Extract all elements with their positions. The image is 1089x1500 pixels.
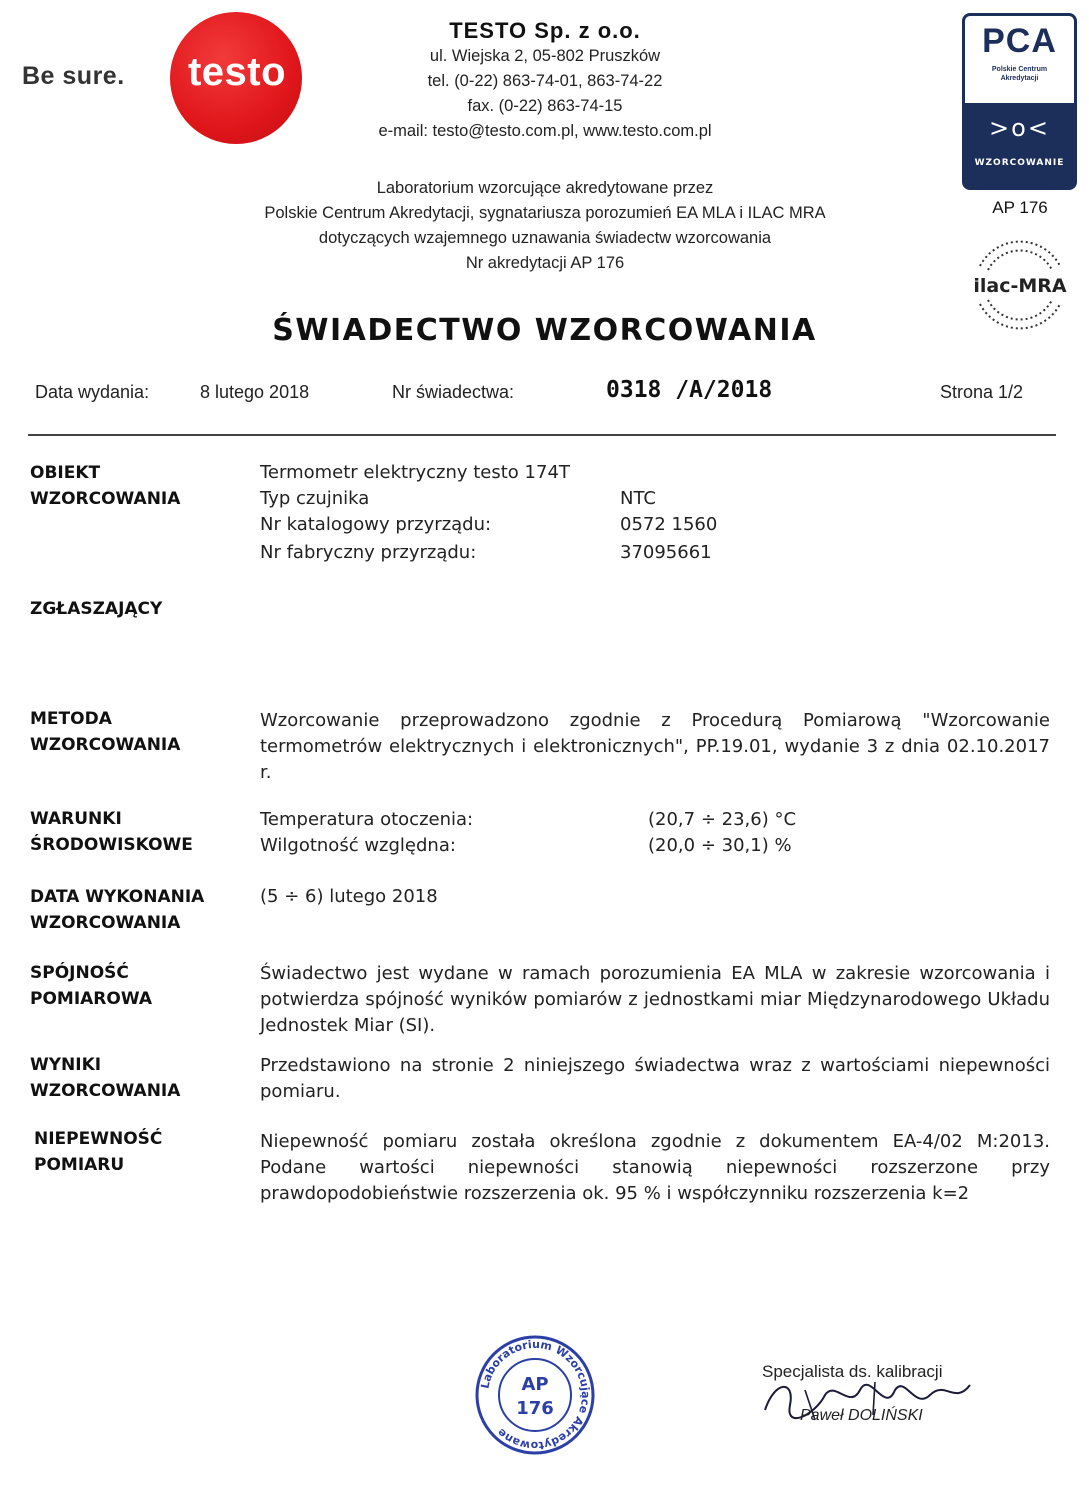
label-line: SPÓJNOŚĆ: [30, 963, 129, 983]
signer-name: Paweł DOLIŃSKI: [800, 1407, 923, 1424]
cert-number: 0318 /A/2018: [606, 377, 773, 403]
company-name: TESTO Sp. z o.o.: [449, 18, 641, 43]
document-title: ŚWIADECTWO WZORCOWANIA: [272, 313, 817, 348]
applicant-label: ZGŁASZAJĄCY: [30, 599, 163, 619]
header-divider: [28, 434, 1056, 436]
cert-number-label: Nr świadectwa:: [392, 382, 515, 402]
label-line: WZORCOWANIA: [30, 1081, 181, 1101]
ambient-temp-value: (20,7 ÷ 23,6) °C: [648, 809, 797, 830]
results-text: Przedstawiono na stronie 2 niniejszego świadectwa wraz z wartościami niepewności pomiaru.: [260, 1055, 1050, 1102]
company-address: ul. Wiejska 2, 05-802 Pruszków: [429, 47, 661, 65]
catalog-number-label: Nr katalogowy przyrządu:: [260, 514, 492, 535]
humidity-value: (20,0 ÷ 30,1) %: [648, 835, 792, 856]
label-line: WZORCOWANIA: [30, 489, 181, 509]
ap-number: AP 176: [992, 198, 1048, 217]
label-line: POMIAROWA: [30, 989, 152, 1009]
serial-number-value: 37095661: [620, 542, 712, 563]
results-label: [30, 1052, 180, 1104]
pca-label: WZORCOWANIE: [974, 158, 1065, 168]
stamp-number: 176: [516, 1398, 554, 1419]
company-block: [340, 18, 750, 144]
company-phone: tel. (0-22) 863-74-01, 863-74-22: [427, 72, 663, 90]
ambient-temp-label: Temperatura otoczenia:: [260, 809, 474, 830]
testo-logo-text: testo: [187, 50, 287, 94]
label-line: DATA WYKONANIA: [30, 887, 205, 907]
company-email: e-mail: testo@testo.com.pl, www.testo.com.pl: [378, 122, 712, 140]
signer-title: Specjalista ds. kalibracji: [762, 1362, 943, 1381]
stamp-ap: AP: [521, 1374, 549, 1395]
company-fax: fax. (0-22) 863-74-15: [467, 97, 623, 115]
accreditation-line: Polskie Centrum Akredytacji, sygnatariusza porozumień EA MLA i ILAC MRA: [264, 204, 826, 222]
device-name: Termometr elektryczny testo 174T: [260, 462, 570, 483]
accreditation-line: Laboratorium wzorcujące akredytowane przez: [376, 179, 714, 197]
pca-subtitle-line: Polskie Centrum: [991, 66, 1048, 73]
sensor-type-label: Typ czujnika: [260, 488, 370, 509]
pca-badge-top: [965, 16, 1074, 83]
label-line: WZORCOWANIA: [30, 735, 181, 755]
laboratory-stamp: [470, 1330, 600, 1460]
uncertainty-text: Niepewność pomiaru została określona zgodnie z dokumentem EA-4/02 M:2013. Podane wartości niepewności stanowią niepewności rozszerzone przy prawdopodobieństwie rozszerzenia ok. 95 % i współczynniku rozszerzenia k=2: [260, 1131, 1050, 1204]
stamp-ring-path: Laboratorium Wzorcujące Akredytowane: [478, 1337, 593, 1453]
page-indicator: Strona 1/2: [940, 382, 1024, 402]
pca-symbol-icon: >o<: [989, 114, 1050, 142]
calibration-date-label: [30, 884, 204, 936]
label-line: ŚRODOWISKOWE: [30, 835, 193, 855]
conditions-label: [30, 806, 193, 858]
humidity-label: Wilgotność względna:: [260, 835, 456, 856]
sensor-type-value: NTC: [620, 488, 656, 509]
serial-number-label: Nr fabryczny przyrządu:: [260, 542, 477, 563]
calibration-date-value: (5 ÷ 6) lutego 2018: [260, 886, 438, 907]
label-line: NIEPEWNOŚĆ: [34, 1129, 163, 1149]
label-line: WARUNKI: [30, 809, 122, 829]
label-line: WZORCOWANIA: [30, 913, 181, 933]
tagline: Be sure.: [22, 62, 125, 90]
accreditation-line: Nr akredytacji AP 176: [465, 254, 625, 272]
traceability-text: Świadectwo jest wydane w ramach porozumienia EA MLA w zakresie wzorcowania i potwierdza spójność wyników pomiarów z jednostkami miar Międzynarodowego Układu Jednostek Miar (SI).: [260, 963, 1050, 1036]
pca-subtitle: [965, 65, 1074, 83]
label-line: WYNIKI: [30, 1055, 102, 1075]
label-line: OBIEKT: [30, 463, 101, 483]
accreditation-line: dotyczących wzajemnego uznawania świadectw wzorcowania: [318, 229, 772, 247]
label-line: METODA: [30, 709, 112, 729]
method-text: Wzorcowanie przeprowadzono zgodnie z Procedurą Pomiarową "Wzorcowanie termometrów elektrycznych i elektronicznych", PP.19.01, wydanie 3 z dnia 02.10.2017 r.: [260, 710, 1050, 783]
object-label: [30, 460, 180, 512]
issue-date-label: Data wydania:: [35, 382, 150, 402]
pca-letters: PCA: [982, 22, 1057, 60]
pca-subtitle-line: Akredytacji: [1000, 75, 1039, 82]
label-line: POMIARU: [34, 1155, 125, 1175]
method-label: [30, 706, 180, 758]
issue-date: 8 lutego 2018: [200, 382, 310, 402]
catalog-number-value: 0572 1560: [620, 514, 718, 535]
ilac-text: ilac-MRA: [973, 275, 1067, 297]
accreditation-block: [180, 176, 910, 276]
uncertainty-label: [34, 1126, 162, 1178]
traceability-label: [30, 960, 152, 1012]
